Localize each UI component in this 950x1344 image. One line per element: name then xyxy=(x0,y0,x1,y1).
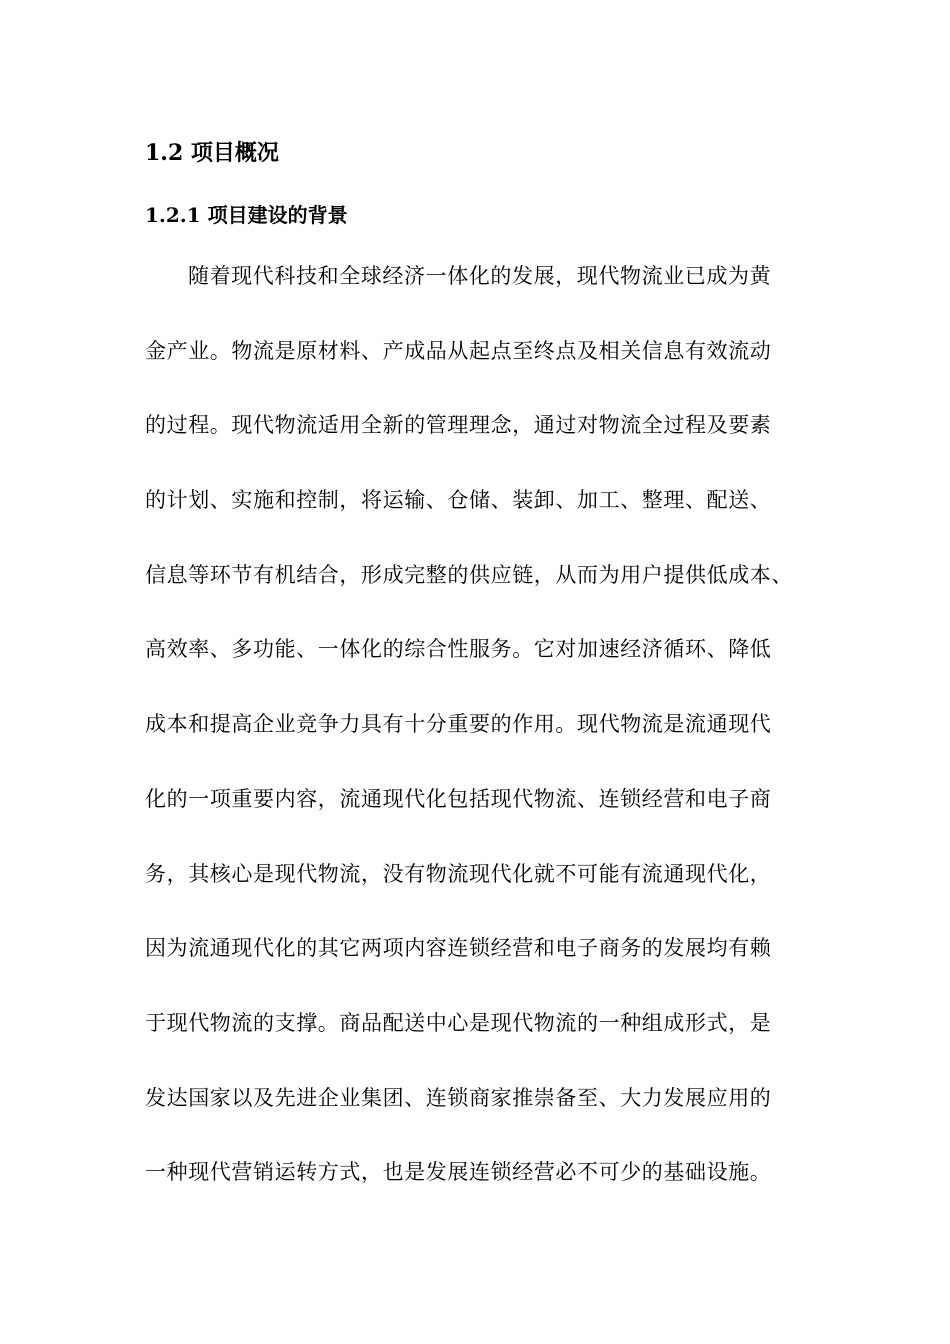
paragraph-line: 因为流通现代化的其它两项内容连锁经营和电子商务的发展均有赖 xyxy=(145,936,772,961)
body-paragraph xyxy=(145,256,815,1227)
paragraph-line: 化的一项重要内容，流通现代化包括现代物流、连锁经营和电子商 xyxy=(145,786,772,811)
paragraph-line: 金产业。物流是原材料、产成品从起点至终点及相关信息有效流动 xyxy=(145,338,772,363)
paragraph-line: 成本和提高企业竞争力具有十分重要的作用。现代物流是流通现代 xyxy=(145,712,772,737)
paragraph-line: 发达国家以及先进企业集团、连锁商家推崇备至、大力发展应用的 xyxy=(145,1085,772,1110)
paragraph-line: 的计划、实施和控制，将运输、仓储、装卸、加工、整理、配送、 xyxy=(145,488,772,513)
paragraph-line: 务，其核心是现代物流，没有物流现代化就不可能有流通现代化， xyxy=(145,861,772,886)
subsection-heading: 1.2.1 项目建设的背景 xyxy=(145,203,348,227)
paragraph-line: 于现代物流的支撑。商品配送中心是现代物流的一种组成形式，是 xyxy=(145,1010,772,1035)
paragraph-line: 的过程。现代物流适用全新的管理理念，通过对物流全过程及要素 xyxy=(145,413,772,438)
paragraph-line: 高效率、多功能、一体化的综合性服务。它对加速经济循环、降低 xyxy=(145,637,772,662)
paragraph-line: 一种现代营销运转方式，也是发展连锁经营必不可少的基础设施。 xyxy=(145,1160,772,1185)
paragraph-line: 随着现代科技和全球经济一体化的发展，现代物流业已成为黄 xyxy=(188,264,772,288)
paragraph-line: 信息等环节有机结合，形成完整的供应链，从而为用户提供低成本、 xyxy=(145,562,793,587)
section-heading: 1.2 项目概况 xyxy=(145,140,279,166)
